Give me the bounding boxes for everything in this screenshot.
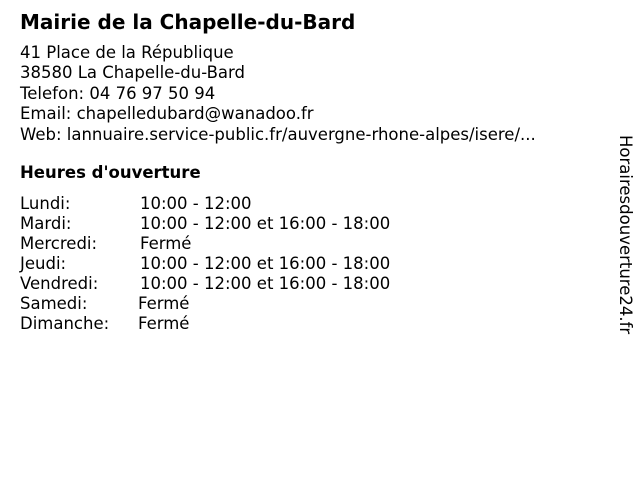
hours-value: 10:00 - 12:00 et 16:00 - 18:00 — [140, 214, 391, 233]
hours-value: Fermé — [138, 314, 190, 333]
hours-heading: Heures d'ouverture — [20, 163, 201, 182]
watermark-text: Horairesdouverture24.fr — [616, 135, 635, 335]
day-label: Dimanche: — [20, 314, 110, 333]
city-address: 38580 La Chapelle-du-Bard — [20, 63, 245, 83]
day-label: Jeudi: — [20, 254, 67, 273]
page-title: Mairie de la Chapelle-du-Bard — [20, 10, 356, 34]
email-address: Email: chapelledubard@wanadoo.fr — [20, 104, 314, 124]
hours-value: Fermé — [138, 294, 190, 313]
street-address: 41 Place de la République — [20, 43, 234, 62]
hours-value: 10:00 - 12:00 et 16:00 - 18:00 — [140, 254, 391, 273]
address-block — [20, 43, 536, 145]
day-label: Lundi: — [20, 194, 71, 213]
website-link: Web: lannuaire.service-public.fr/auvergne-rhone-alpes/isere/... — [20, 124, 536, 144]
phone-number: Telefon: 04 76 97 50 94 — [20, 83, 216, 103]
hours-value: 10:00 - 12:00 — [140, 194, 252, 213]
day-label: Mercredi: — [20, 234, 98, 253]
day-label: Vendredi: — [20, 274, 99, 293]
hours-value: Fermé — [140, 234, 192, 253]
hours-value: 10:00 - 12:00 et 16:00 - 18:00 — [140, 274, 391, 293]
day-label: Mardi: — [20, 214, 72, 233]
watermark — [610, 135, 640, 375]
day-label: Samedi: — [20, 294, 88, 313]
